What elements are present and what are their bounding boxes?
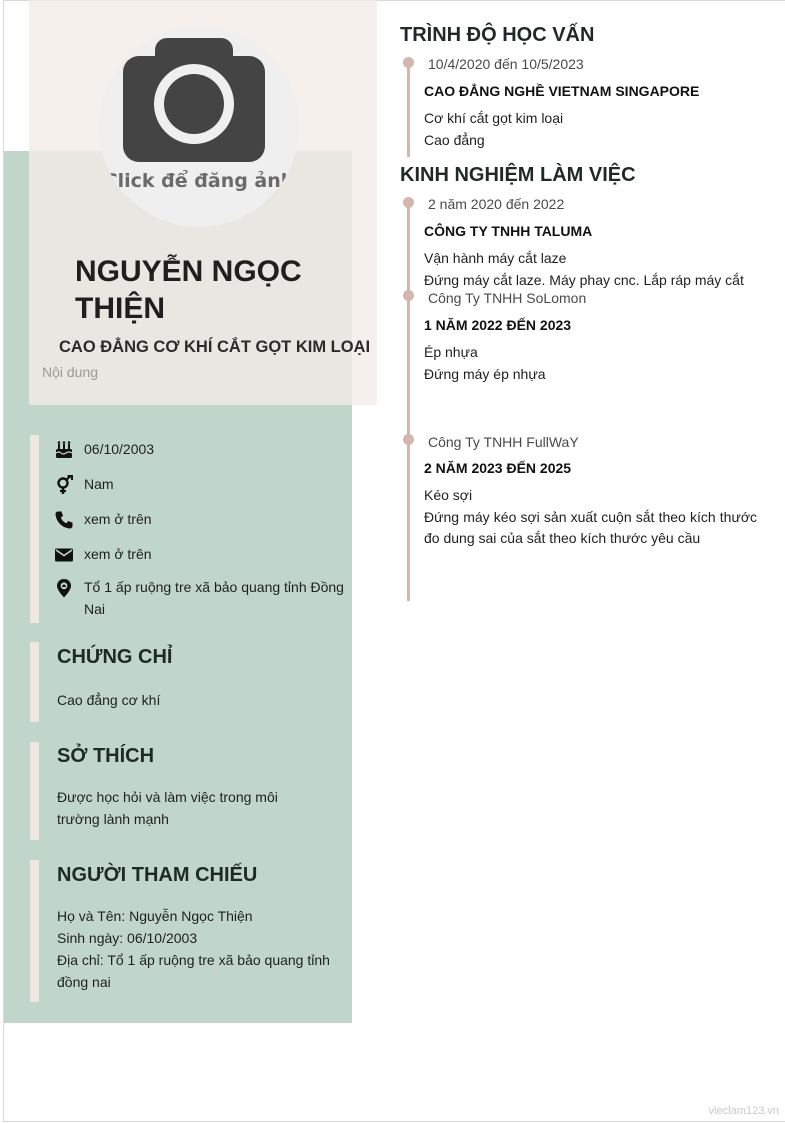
candidate-name[interactable]: NGUYỄN NGỌC THIỆN: [75, 255, 302, 325]
references-title[interactable]: NGƯỜI THAM CHIẾU: [57, 864, 258, 886]
job-1-heading[interactable]: 2 năm 2020 đến 2022: [428, 196, 565, 212]
certificates-text[interactable]: Cao đẳng cơ khí: [57, 692, 161, 708]
education-major: Cơ khí cắt gọt kim loại: [424, 110, 564, 126]
hobbies-title[interactable]: SỞ THÍCH: [57, 745, 155, 767]
timeline-dot: [403, 434, 414, 445]
education-timeline: [407, 61, 410, 157]
job-3-line: Đứng máy kéo sợi sản xuất cuộn sắt theo kích thước đo dung sai của sắt theo kích thước yêu cầu: [424, 508, 757, 546]
job-3-description[interactable]: [424, 485, 757, 550]
education-school[interactable]: CAO ĐẲNG NGHỀ VIETNAM SINGAPORE: [424, 83, 700, 99]
contact-gender[interactable]: [54, 473, 344, 495]
section-accent-bar: [30, 435, 39, 623]
site-watermark: vieclam123.vn: [708, 1105, 779, 1117]
job-2-subheading[interactable]: 1 NĂM 2022 ĐẾN 2023: [424, 317, 572, 333]
contact-birthday[interactable]: [54, 438, 344, 460]
timeline-dot: [403, 57, 414, 68]
job-title[interactable]: CAO ĐẲNG CƠ KHÍ CẮT GỌT KIM LOẠI: [59, 338, 371, 356]
camera-icon: [123, 38, 275, 166]
contact-phone[interactable]: [54, 508, 344, 530]
experience-title[interactable]: KINH NGHIỆM LÀM VIỆC: [400, 164, 636, 186]
timeline-dot: [403, 197, 414, 208]
section-accent-bar: [30, 860, 39, 1002]
experience-timeline: [407, 201, 410, 601]
job-3-line: Kéo sợi: [424, 487, 473, 503]
reference-birthday: Sinh ngày: 06/10/2003: [57, 930, 198, 946]
certificates-title[interactable]: CHỨNG CHỈ: [57, 646, 173, 668]
reference-name: Họ và Tên: Nguyễn Ngọc Thiện: [57, 908, 253, 924]
cake-icon: [54, 440, 74, 460]
job-1-description[interactable]: [424, 248, 757, 291]
job-3-heading[interactable]: Công Ty TNHH FullWaY: [428, 434, 579, 450]
reference-address: Địa chỉ: Tổ 1 ấp ruộng tre xã bảo quang tỉnh đồng nai: [57, 952, 330, 990]
section-accent-bar: [30, 642, 39, 722]
email-icon: [54, 545, 74, 565]
job-2-line: Đứng máy ép nhựa: [424, 365, 546, 382]
content-placeholder[interactable]: Nội dung: [42, 364, 99, 380]
section-accent-bar: [30, 742, 39, 840]
job-1-line: Đứng máy cắt laze. Máy phay cnc. Lắp ráp máy cắt: [424, 271, 744, 288]
gender-icon: [54, 475, 74, 495]
references-text[interactable]: [57, 905, 332, 993]
job-1-line: Vận hành máy cắt laze: [424, 250, 567, 266]
address-value: Tổ 1 ấp ruộng tre xã bảo quang tỉnh Đồng Nai: [84, 579, 344, 617]
location-icon: [54, 578, 74, 598]
phone-value: xem ở trên: [84, 511, 152, 527]
job-2-heading[interactable]: Công Ty TNHH SoLomon: [428, 290, 587, 306]
contact-list: [54, 438, 344, 620]
gender-value: Nam: [84, 476, 114, 492]
job-2-line: Ép nhựa: [424, 344, 478, 360]
avatar-upload[interactable]: [99, 27, 299, 227]
photo-upload-label[interactable]: Click để đăng ảnh: [103, 170, 295, 192]
contact-address[interactable]: [54, 576, 344, 620]
job-3-subheading[interactable]: 2 NĂM 2023 ĐẾN 2025: [424, 460, 572, 476]
hobbies-text[interactable]: Được học hỏi và làm việc trong môi trường lành mạnh: [57, 789, 278, 827]
timeline-dot: [403, 290, 414, 301]
phone-icon: [54, 510, 74, 530]
job-2-description[interactable]: [424, 342, 757, 385]
education-details[interactable]: [424, 108, 757, 151]
job-1-subheading[interactable]: CÔNG TY TNHH TALUMA: [424, 223, 593, 239]
contact-email[interactable]: [54, 543, 344, 565]
birthday-value: 06/10/2003: [84, 441, 155, 457]
email-value: xem ở trên: [84, 546, 152, 562]
education-date[interactable]: 10/4/2020 đến 10/5/2023: [428, 56, 584, 72]
education-title[interactable]: TRÌNH ĐỘ HỌC VẤN: [400, 24, 595, 46]
education-degree: Cao đẳng: [424, 131, 485, 148]
